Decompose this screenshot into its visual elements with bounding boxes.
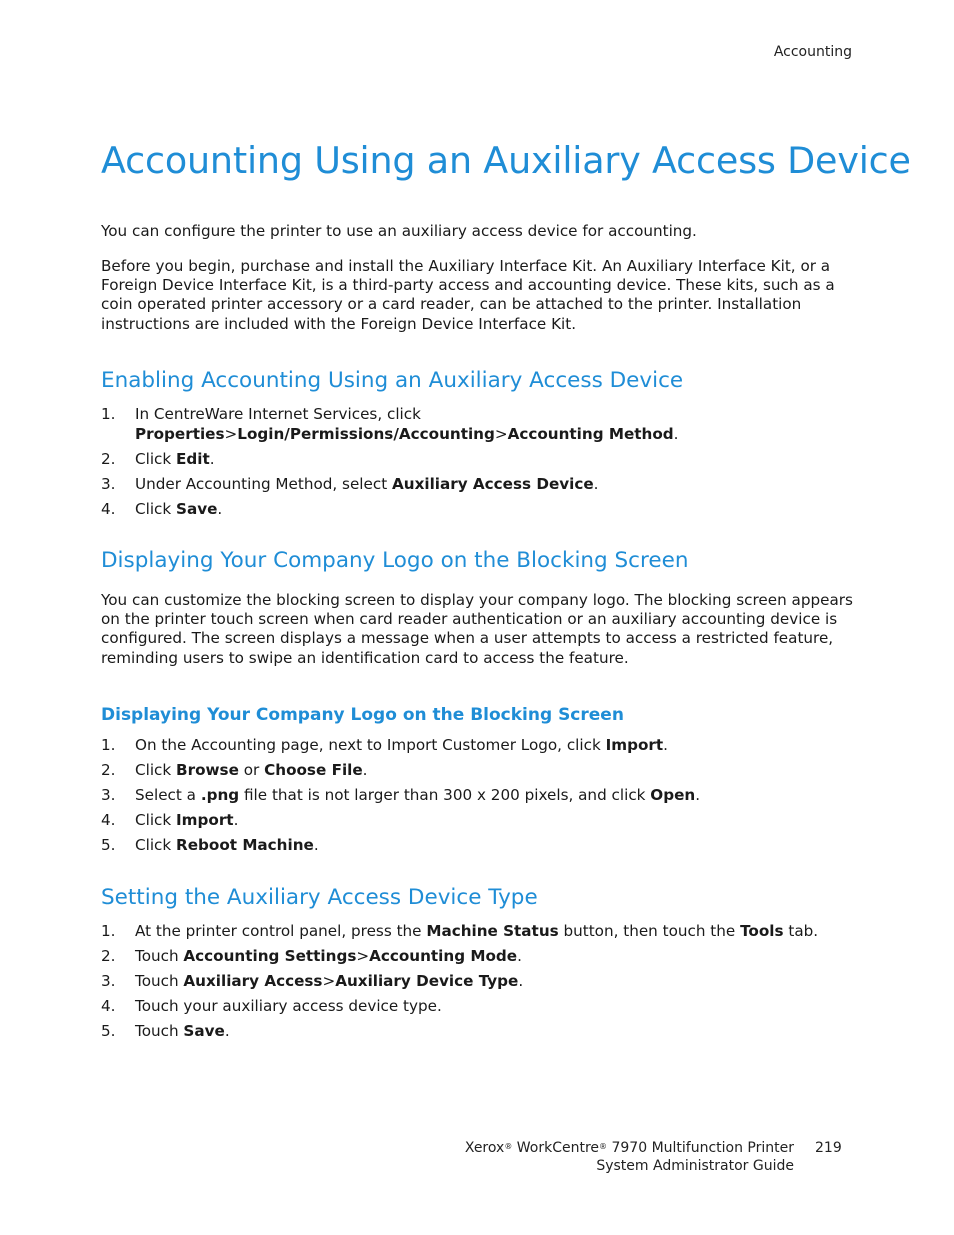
step-text: At the printer control panel, press the Machine Status button, then touch the Tools tab. <box>135 922 819 940</box>
step-text: Click Browse or Choose File. <box>135 761 368 779</box>
step-item <box>101 836 861 856</box>
step-number: 2. <box>101 449 116 468</box>
step-item <box>101 1022 861 1042</box>
step-item <box>101 500 861 520</box>
step-text: Touch Save. <box>135 1022 230 1040</box>
subsection-heading-logo: Displaying Your Company Logo on the Blocking Screen <box>101 705 624 725</box>
section-heading-enabling: Enabling Accounting Using an Auxiliary Access Device <box>101 368 684 393</box>
step-item <box>101 786 861 806</box>
step-number: 4. <box>101 811 116 829</box>
ui-term: Machine Status <box>426 922 559 940</box>
ui-term: Tools <box>740 922 784 940</box>
step-item <box>101 811 861 831</box>
step-text: On the Accounting page, next to Import Customer Logo, click Import. <box>135 736 668 754</box>
ui-term: Auxiliary Access Device <box>392 474 594 493</box>
step-text: Click Edit. <box>135 449 215 468</box>
step-text: In CentreWare Internet Services, click Properties>Login/Permissions/Accounting>Accounting Method. <box>135 405 679 443</box>
ui-term: .png <box>200 786 240 804</box>
ui-term: Auxiliary Device Type <box>335 972 519 990</box>
intro-paragraph-1: You can configure the printer to use an auxiliary access device for accounting. <box>101 222 697 240</box>
ui-term: Open <box>650 786 696 804</box>
step-number: 1. <box>101 736 116 754</box>
step-number: 4. <box>101 499 116 518</box>
step-number: 1. <box>101 922 116 940</box>
section-heading-logo: Displaying Your Company Logo on the Blocking Screen <box>101 548 689 573</box>
step-number: 3. <box>101 972 116 990</box>
logo-paragraph: You can customize the blocking screen to display your company logo. The blocking screen appears on the printer touch screen when card reader authentication or an auxiliary accounting device is configured. The screen displays a message when a user attempts to access a restricted feature, reminding users to swipe an identification card to access the feature. <box>101 591 853 667</box>
step-text: Touch Auxiliary Access>Auxiliary Device Type. <box>135 972 524 990</box>
ui-term: Accounting Settings <box>183 947 357 965</box>
step-item <box>101 736 861 756</box>
footer-brand: Xerox <box>464 1140 505 1156</box>
step-item <box>101 947 861 967</box>
ui-term: Edit <box>176 449 210 468</box>
step-text: Click Import. <box>135 811 239 829</box>
steps-list <box>101 405 861 525</box>
steps-list <box>101 922 861 1047</box>
ui-term: Accounting Method <box>507 424 674 443</box>
step-text: Select a .png file that is not larger than 300 x 200 pixels, and click Open. <box>135 786 701 804</box>
footer-model: 7970 Multifunction Printer <box>611 1140 794 1156</box>
ui-term: Auxiliary Access <box>183 972 323 990</box>
step-text: Click Reboot Machine. <box>135 836 319 854</box>
page-title: Accounting Using an Auxiliary Access Device <box>101 139 911 182</box>
step-item <box>101 450 861 470</box>
step-text: Touch Accounting Settings>Accounting Mode. <box>135 947 522 965</box>
step-number: 5. <box>101 1022 116 1040</box>
ui-term: Save <box>176 499 218 518</box>
footer-guide: System Administrator Guide <box>596 1157 794 1174</box>
ui-term: Login/Permissions/Accounting <box>237 424 495 443</box>
steps-list <box>101 736 861 861</box>
step-number: 2. <box>101 947 116 965</box>
registered-mark: ® <box>504 1142 513 1151</box>
step-number: 3. <box>101 474 116 493</box>
step-item <box>101 972 861 992</box>
step-number: 1. <box>101 405 116 423</box>
ui-term: Save <box>183 1022 225 1040</box>
step-item <box>101 922 861 942</box>
page-number: 219 <box>815 1140 842 1156</box>
step-item <box>101 475 861 495</box>
step-item <box>101 405 861 444</box>
registered-mark: ® <box>599 1142 608 1151</box>
ui-term: Choose File <box>264 761 363 779</box>
step-number: 2. <box>101 761 116 779</box>
ui-term: Properties <box>135 424 225 443</box>
step-number: 3. <box>101 786 116 804</box>
ui-term: Accounting Mode <box>369 947 518 965</box>
footer-product: WorkCentre <box>516 1140 600 1156</box>
step-text: Under Accounting Method, select Auxiliary Access Device. <box>135 474 599 493</box>
intro-paragraph-2: Before you begin, purchase and install the Auxiliary Interface Kit. An Auxiliary Interface Kit, or a Foreign Device Interface Kit, is a third-party access and accounting device. These kits, such as a coin operated printer accessory or a card reader, can be attached to the printer. Installation instructions are included with the Foreign Device Interface Kit. <box>101 257 835 333</box>
step-item <box>101 761 861 781</box>
ui-term: Browse <box>176 761 239 779</box>
section-heading-device-type: Setting the Auxiliary Access Device Type <box>101 885 538 910</box>
step-number: 4. <box>101 997 116 1015</box>
ui-term: Reboot Machine <box>176 836 314 854</box>
ui-term: Import <box>176 811 234 829</box>
footer-product-info <box>465 1140 794 1175</box>
step-number: 5. <box>101 836 116 854</box>
step-text: Click Save. <box>135 499 223 518</box>
running-header: Accounting <box>773 44 852 60</box>
ui-term: Import <box>605 736 664 754</box>
step-item <box>101 997 861 1017</box>
step-text: Touch your auxiliary access device type. <box>135 997 442 1015</box>
